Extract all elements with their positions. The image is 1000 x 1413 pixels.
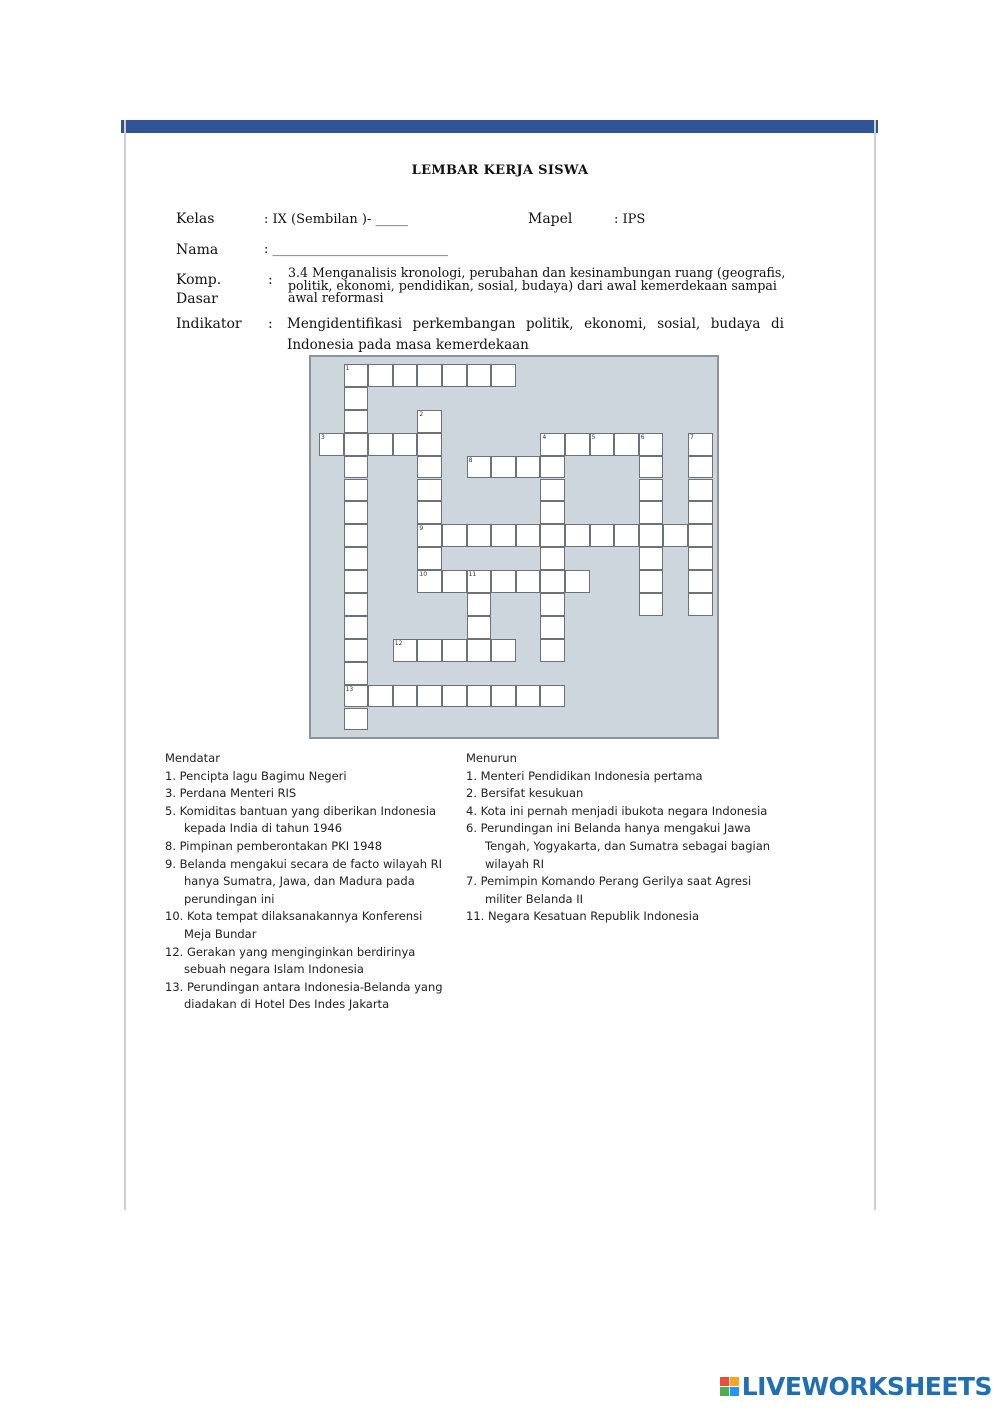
liveworksheets-brand: [720, 1372, 992, 1401]
clue-across-5: 5. Komiditas bantuan yang diberikan Indonesia: [165, 803, 437, 818]
crossword-cell[interactable]: [639, 547, 664, 570]
indikator-label: Indikator: [176, 316, 242, 332]
crossword-cell[interactable]: [467, 639, 492, 662]
crossword-cell[interactable]: [368, 433, 393, 456]
clue-across-13: 13. Perundingan antara Indonesia-Belanda yang: [165, 979, 443, 994]
crossword-cell[interactable]: [540, 639, 565, 662]
crossword-cell[interactable]: [442, 364, 467, 387]
crossword-cell[interactable]: [344, 456, 369, 479]
crossword-cell[interactable]: [393, 433, 418, 456]
clue-across-3: 3. Perdana Menteri RIS: [165, 786, 297, 801]
crossword-cell[interactable]: [540, 524, 565, 547]
crossword-cell[interactable]: [417, 547, 442, 570]
mendatar-heading: Mendatar: [165, 751, 220, 765]
crossword-cell[interactable]: [368, 364, 393, 387]
crossword-cell[interactable]: [516, 570, 541, 593]
crossword-cell[interactable]: [417, 570, 442, 593]
indikator-colon: :: [268, 316, 273, 332]
cell-number: 1: [345, 365, 350, 372]
crossword-cell[interactable]: [491, 456, 516, 479]
crossword-cell[interactable]: [639, 501, 664, 524]
crossword-cell[interactable]: [344, 685, 369, 708]
clue-across-8: 8. Pimpinan pemberontakan PKI 1948: [165, 838, 383, 853]
clue-down-11: 11. Negara Kesatuan Republik Indonesia: [466, 909, 700, 924]
crossword-cell[interactable]: [417, 456, 442, 479]
mendatar-clues: [165, 750, 443, 1014]
logo-square-2: [730, 1377, 739, 1386]
crossword-cell[interactable]: [344, 479, 369, 502]
crossword-cell[interactable]: [540, 547, 565, 570]
crossword-cell[interactable]: [688, 501, 713, 524]
crossword-cell[interactable]: [344, 524, 369, 547]
crossword-cell[interactable]: [417, 639, 442, 662]
crossword-cell[interactable]: [614, 524, 639, 547]
crossword-cell[interactable]: [491, 364, 516, 387]
cell-number: 3: [321, 433, 325, 441]
crossword-cell[interactable]: [344, 364, 369, 387]
page-title: LEMBAR KERJA SISWA: [411, 163, 589, 178]
crossword-cell[interactable]: [516, 524, 541, 547]
cell-number: 6: [640, 433, 645, 441]
crossword-cell[interactable]: [442, 685, 467, 708]
indikator-line-2: Indonesia pada masa kemerdekaan: [287, 337, 529, 353]
kelas-label: Kelas: [176, 211, 215, 227]
clue-across-13-cont: diadakan di Hotel Des Indes Jakarta: [184, 997, 390, 1012]
crossword-cell[interactable]: [417, 501, 442, 524]
crossword-cell[interactable]: [688, 570, 713, 593]
crossword-cell[interactable]: [344, 616, 369, 639]
clue-down-6: 6. Perundingan ini Belanda hanya mengakui Jawa: [466, 821, 751, 836]
clue-across-10: 10. Kota tempat dilaksanakannya Konferensi: [165, 909, 423, 924]
crossword-cell[interactable]: [540, 479, 565, 502]
clue-across-12-cont: sebuah negara Islam Indonesia: [184, 962, 364, 977]
cell-number: 13: [345, 685, 354, 693]
cell-number: 8: [468, 456, 473, 464]
clue-across-10-cont: Meja Bundar: [184, 926, 257, 941]
crossword-cell[interactable]: [467, 570, 492, 593]
clue-down-7: 7. Pemimpin Komando Perang Gerilya saat Agresi: [466, 874, 752, 889]
logo-square-3: [720, 1387, 729, 1396]
crossword-cell[interactable]: [639, 524, 664, 547]
crossword-cell[interactable]: [442, 524, 467, 547]
crossword-cell[interactable]: [368, 685, 393, 708]
nama-label: Nama: [176, 242, 219, 258]
crossword-cell[interactable]: [540, 593, 565, 616]
crossword-cell[interactable]: [639, 433, 664, 456]
crossword-cell[interactable]: [639, 593, 664, 616]
kd-line-3: awal reformasi: [288, 290, 384, 305]
crossword-cell[interactable]: [688, 524, 713, 547]
logo-square-4: [730, 1387, 739, 1396]
crossword-cell[interactable]: [614, 433, 639, 456]
cell-number: 9: [419, 525, 424, 533]
clue-across-9-cont2: perundingan ini: [184, 891, 275, 906]
crossword-cell[interactable]: [417, 364, 442, 387]
menurun-clues: [466, 750, 770, 926]
crossword-cell[interactable]: [467, 456, 492, 479]
crossword-cell[interactable]: [417, 685, 442, 708]
crossword-cell[interactable]: [344, 387, 369, 410]
indikator-line-1: Mengidentifikasi perkembangan politik, ekonomi, sosial, budaya di: [287, 316, 784, 332]
crossword-cell[interactable]: [516, 456, 541, 479]
crossword-cell[interactable]: [565, 570, 590, 593]
kd-text: [288, 267, 785, 305]
crossword-cell[interactable]: [344, 662, 369, 685]
crossword-cell[interactable]: [344, 708, 369, 731]
crossword-cell[interactable]: [491, 639, 516, 662]
kd-colon: :: [268, 272, 273, 288]
mapel-label: Mapel: [528, 211, 573, 227]
kd-label-line2: Dasar: [176, 291, 218, 307]
crossword-cell[interactable]: [540, 456, 565, 479]
cell-number: 2: [419, 410, 424, 418]
indikator-text: [287, 314, 784, 356]
crossword-cell[interactable]: [417, 524, 442, 547]
crossword-cell[interactable]: [688, 456, 713, 479]
cell-number: 4: [542, 433, 547, 441]
crossword-cell[interactable]: [491, 570, 516, 593]
crossword-cell[interactable]: [491, 685, 516, 708]
crossword-cell[interactable]: [688, 547, 713, 570]
clue-across-12: 12. Gerakan yang menginginkan berdirinya: [165, 944, 416, 959]
crossword-cell[interactable]: [417, 410, 442, 433]
crossword-grid: [309, 355, 719, 739]
cell-number: 10: [419, 571, 428, 579]
cell-number: 11: [468, 571, 477, 579]
crossword-cell[interactable]: [344, 433, 369, 456]
crossword-cell[interactable]: [467, 593, 492, 616]
crossword-cell[interactable]: [590, 433, 615, 456]
crossword-cell[interactable]: [467, 685, 492, 708]
crossword-cell[interactable]: [663, 524, 688, 547]
crossword-cell[interactable]: [590, 524, 615, 547]
cell-number: 12: [394, 639, 403, 647]
crossword-cell[interactable]: [565, 524, 590, 547]
crossword-cell[interactable]: [467, 364, 492, 387]
crossword-cell[interactable]: [639, 479, 664, 502]
mapel-value: : IPS: [614, 212, 646, 227]
crossword-cell[interactable]: [344, 410, 369, 433]
crossword-cell[interactable]: [344, 639, 369, 662]
crossword-cell[interactable]: [688, 433, 713, 456]
brand-text: LIVEWORKSHEETS: [741, 1372, 992, 1401]
kd-line-2: politik, ekonomi, pendidikan, sosial, budaya) dari awal kemerdekaan sampai: [288, 277, 777, 293]
crossword-cell[interactable]: [442, 639, 467, 662]
crossword-cell[interactable]: [417, 479, 442, 502]
kelas-value[interactable]: : IX (Sembilan )- _____: [264, 212, 409, 227]
crossword-cell[interactable]: [491, 524, 516, 547]
cell-number: 7: [690, 433, 694, 441]
crossword-cell[interactable]: [344, 501, 369, 524]
crossword-cell[interactable]: [540, 616, 565, 639]
crossword-cell[interactable]: [639, 570, 664, 593]
menurun-heading: Menurun: [466, 751, 517, 765]
crossword-cell[interactable]: [540, 570, 565, 593]
crossword-cell[interactable]: [417, 433, 442, 456]
cell-number: 5: [591, 433, 596, 441]
crossword-cell[interactable]: [344, 547, 369, 570]
crossword-cell[interactable]: [467, 616, 492, 639]
kd-label-line1: Komp.: [176, 272, 222, 288]
clue-across-9-cont1: hanya Sumatra, Jawa, dan Madura pada: [184, 874, 415, 889]
crossword-cell[interactable]: [688, 479, 713, 502]
crossword-cell[interactable]: [344, 593, 369, 616]
crossword-cell[interactable]: [639, 456, 664, 479]
crossword-cell[interactable]: [344, 570, 369, 593]
nama-field[interactable]: : ___________________________: [264, 242, 449, 257]
kd-line-1: 3.4 Menganalisis kronologi, perubahan dan kesinambungan ruang (geografis,: [288, 265, 786, 280]
crossword-cell[interactable]: [565, 433, 590, 456]
logo-square-1: [720, 1377, 729, 1386]
crossword-cell[interactable]: [688, 593, 713, 616]
crossword-cell[interactable]: [319, 433, 344, 456]
clue-across-1: 1. Pencipta lagu Bagimu Negeri: [165, 768, 347, 783]
clue-down-7-cont: militer Belanda II: [485, 891, 584, 906]
crossword-cell[interactable]: [393, 364, 418, 387]
liveworksheets-logo-icon: [720, 1377, 739, 1396]
clue-down-4: 4. Kota ini pernah menjadi ibukota negara Indonesia: [466, 803, 768, 818]
crossword-cell[interactable]: [540, 501, 565, 524]
crossword-cell[interactable]: [467, 524, 492, 547]
clue-down-6-cont1: Tengah, Yogyakarta, dan Sumatra sebagai bagian: [485, 838, 771, 853]
clue-down-6-cont2: wilayah RI: [485, 856, 545, 871]
crossword-cell[interactable]: [516, 685, 541, 708]
clue-across-9: 9. Belanda mengakui secara de facto wilayah RI: [165, 856, 443, 871]
clue-down-1: 1. Menteri Pendidikan Indonesia pertama: [466, 768, 703, 783]
clue-across-5-cont: kepada India di tahun 1946: [184, 821, 343, 836]
crossword-cell[interactable]: [540, 685, 565, 708]
crossword-cell[interactable]: [442, 570, 467, 593]
crossword-cell[interactable]: [540, 433, 565, 456]
crossword-cell[interactable]: [393, 685, 418, 708]
clue-down-2: 2. Bersifat kesukuan: [466, 786, 584, 801]
crossword-cell[interactable]: [393, 639, 418, 662]
